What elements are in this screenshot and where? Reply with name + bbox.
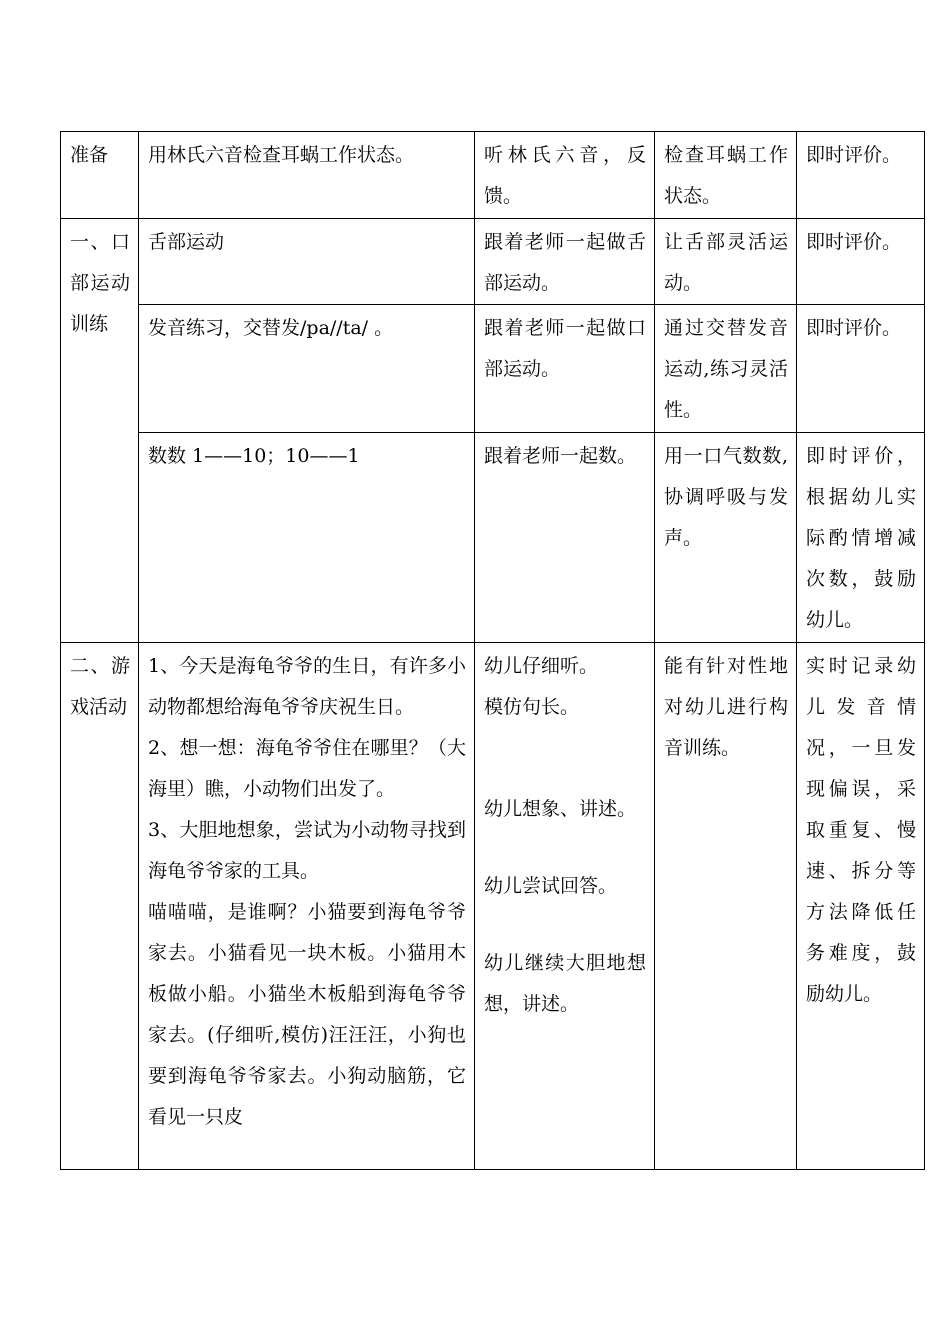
table-row	[61, 433, 925, 643]
student-paragraph: 幼儿尝试回答。	[484, 875, 618, 897]
content-cell: 发音练习，交替发/pa//ta/ 。	[139, 305, 475, 433]
stage-cell: 准备	[61, 132, 139, 219]
student-paragraph: 幼儿仔细听。	[484, 655, 599, 677]
table-row	[61, 305, 925, 433]
content-cell: 舌部运动	[139, 219, 475, 305]
content-cell	[139, 643, 475, 1170]
eval-cell: 即时评价，根据幼儿实际酌情增减次数，鼓励幼儿。	[797, 433, 925, 643]
intent-cell: 用一口气数数,协调呼吸与发声。	[655, 433, 797, 643]
student-paragraph: 模仿句长。	[484, 696, 580, 718]
table-row	[61, 643, 925, 1170]
content-cell: 数数 1——10；10——1	[139, 433, 475, 643]
intent-cell: 通过交替发音运动,练习灵活性。	[655, 305, 797, 433]
intent-cell: 检查耳蜗工作状态。	[655, 132, 797, 219]
student-cell: 跟着老师一起做舌部运动。	[475, 219, 655, 305]
stage-cell: 一、口部运动训练	[61, 219, 139, 643]
student-paragraph: 幼儿想象、讲述。	[484, 798, 637, 820]
content-paragraph: 1、今天是海龟爷爷的生日，有许多小动物都想给海龟爷爷庆祝生日。	[148, 655, 466, 718]
lesson-plan-table	[60, 131, 925, 1170]
student-cell	[475, 643, 655, 1170]
content-paragraph: 3、大胆地想象，尝试为小动物寻找到海龟爷爷家的工具。	[148, 819, 466, 882]
table-row	[61, 132, 925, 219]
eval-cell: 即时评价。	[797, 219, 925, 305]
intent-cell: 能有针对性地对幼儿进行构音训练。	[655, 643, 797, 1170]
eval-cell: 即时评价。	[797, 305, 925, 433]
table-row	[61, 219, 925, 305]
eval-cell: 实时记录幼儿发音情况，一旦发现偏误，采取重复、慢速、拆分等方法降低任务难度，鼓励幼儿。	[797, 643, 925, 1170]
student-cell: 跟着老师一起数。	[475, 433, 655, 643]
intent-cell: 让舌部灵活运动。	[655, 219, 797, 305]
student-cell: 听林氏六音，反馈。	[475, 132, 655, 219]
stage-cell: 二、游戏活动	[61, 643, 139, 1170]
student-paragraph: 幼儿继续大胆地想想，讲述。	[484, 952, 646, 1015]
content-cell: 用林氏六音检查耳蜗工作状态。	[139, 132, 475, 219]
eval-cell: 即时评价。	[797, 132, 925, 219]
content-paragraph: 2、想一想：海龟爷爷住在哪里？（大海里）瞧，小动物们出发了。	[148, 737, 466, 800]
content-paragraph: 喵喵喵，是谁啊？小猫要到海龟爷爷家去。小猫看见一块木板。小猫用木板做小船。小猫坐木板船到海龟爷爷家去。(仔细听,模仿)汪汪汪，小狗也要到海龟爷爷家去。小狗动脑筋，它看见一只皮	[148, 901, 466, 1128]
student-cell: 跟着老师一起做口部运动。	[475, 305, 655, 433]
